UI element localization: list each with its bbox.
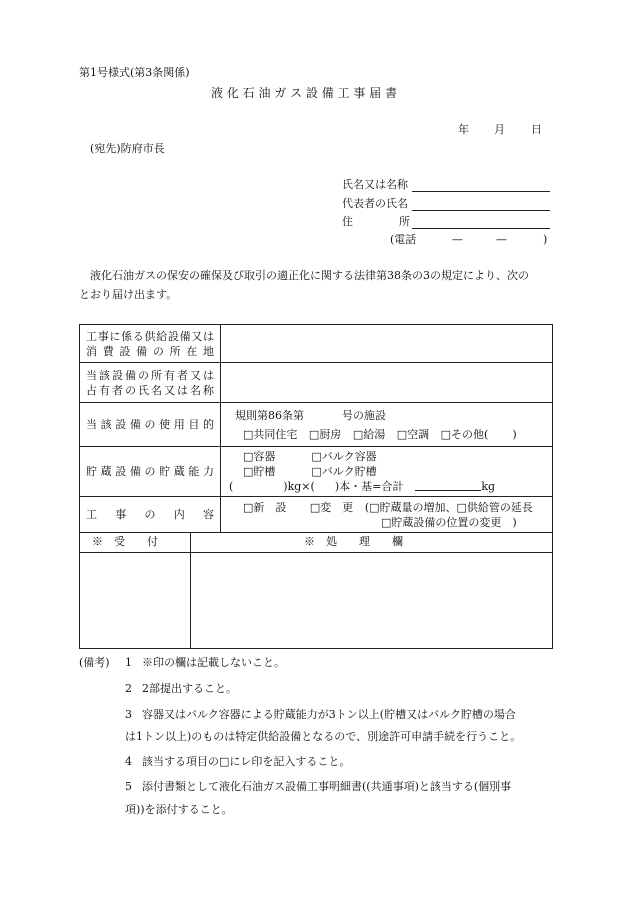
name-field[interactable]: [412, 191, 550, 192]
location-label-line-2: 消 費 設 備 の 所 在 地: [86, 344, 214, 358]
purpose-option-air-conditioning[interactable]: □空調: [396, 427, 430, 441]
note-5-line-1: 添付書類として液化石油ガス設備工事明細書((共通事項)と該当する(個別事: [142, 780, 512, 793]
processing-label: ※ 処 理 欄: [304, 535, 403, 548]
storage-label: 貯 蔵 設 備 の 貯 蔵 能 力: [86, 465, 214, 478]
work-change-detail-2: □貯蔵設備の位置の変更 ): [381, 515, 517, 529]
note-2: 2部提出すること。: [142, 682, 237, 695]
note-5-number: 5: [125, 780, 132, 793]
reception-label: ※ 受 付: [92, 535, 158, 548]
purpose-facility-text: 号の施設: [342, 408, 386, 422]
statement-line-1: 液化石油ガスの保安の確保及び取引の適正化に関する法律第38条の3の規定により、次の: [90, 269, 529, 282]
address-field[interactable]: [412, 228, 550, 229]
storage-total-field[interactable]: [415, 480, 481, 491]
table-row-work-content: [80, 497, 553, 533]
storage-value-cell: [221, 447, 553, 497]
reception-box[interactable]: [81, 554, 189, 647]
location-value-cell[interactable]: [221, 325, 553, 363]
phone-open: (電話: [390, 233, 417, 246]
purpose-option-other-close: ): [512, 427, 517, 441]
note-3-line-1: 容器又はバルク容器による貯蔵能力が3トン以上(貯槽又はバルク貯槽の場合: [142, 708, 516, 721]
owner-label-line-2: 占有者の氏名又は名称: [86, 383, 214, 397]
purpose-rule-text: 規則第86条第: [235, 408, 304, 422]
location-label-line-1: 工事に係る供給設備又は: [86, 329, 214, 343]
note-3-number: 3: [125, 708, 132, 721]
document-title: 液 化 石 油 ガ ス 設 備 工 事 届 書: [211, 86, 397, 100]
owner-label-cell: [80, 363, 221, 403]
purpose-option-apartment[interactable]: □共同住宅: [243, 427, 298, 441]
processing-box[interactable]: [192, 554, 552, 647]
purpose-option-other[interactable]: □その他(: [440, 427, 489, 441]
date-month-label: 月: [494, 123, 505, 136]
name-label: 氏名又は名称: [342, 178, 408, 191]
note-4: 該当する項目の□にレ印を記入すること。: [142, 755, 351, 768]
work-option-change[interactable]: □変 更: [309, 500, 354, 514]
note-1-number: 1: [125, 656, 132, 669]
owner-value-cell[interactable]: [221, 363, 553, 403]
note-4-number: 4: [125, 755, 132, 768]
storage-calc-kg-times: )kg×(: [283, 480, 315, 493]
representative-label: 代表者の氏名: [342, 197, 408, 210]
storage-option-container[interactable]: □容器: [243, 450, 276, 463]
storage-label-cell: [80, 447, 221, 497]
work-label-cell: [80, 497, 221, 533]
office-use-area: [79, 533, 553, 649]
note-5-line-2: 項))を添付すること。: [125, 803, 233, 816]
location-label-cell: [80, 325, 221, 363]
phone-dash-2: —: [496, 233, 507, 246]
form-number: 第1号様式(第3条関係): [79, 66, 190, 79]
address-label-2: 所: [399, 215, 410, 228]
purpose-option-hot-water[interactable]: □給湯: [352, 427, 386, 441]
addressee: (宛先)防府市長: [90, 142, 165, 155]
phone-dash-1: —: [452, 233, 463, 246]
office-use-divider: [190, 533, 191, 648]
purpose-option-kitchen[interactable]: □厨房: [308, 427, 342, 441]
purpose-value-cell: [221, 403, 553, 447]
storage-total-unit: kg: [481, 480, 496, 493]
work-change-detail-1: (□貯蔵量の増加、□供給管の延長: [364, 500, 533, 514]
storage-option-bulk-container[interactable]: □バルク容器: [311, 450, 377, 463]
storage-calc-total: )本・基=合計: [334, 480, 404, 493]
date-year-label: 年: [458, 123, 469, 136]
phone-close: ): [543, 233, 548, 246]
table-row-owner: [80, 363, 553, 403]
note-2-number: 2: [125, 682, 132, 695]
note-3-line-2: は1トン以上)のものは特定供給設備となるので、別途許可申請手続を行うこと。: [125, 730, 522, 743]
representative-field[interactable]: [412, 210, 550, 211]
date-day-label: 日: [531, 123, 542, 136]
storage-option-tank[interactable]: □貯槽: [243, 465, 276, 478]
table-row-location: [80, 325, 553, 363]
storage-option-bulk-tank[interactable]: □バルク貯槽: [311, 465, 377, 478]
statement-line-2: とおり届け出ます。: [79, 288, 178, 301]
office-use-header-rule: [80, 552, 552, 553]
form-table: [79, 324, 553, 533]
address-label-1: 住: [342, 215, 353, 228]
table-row-purpose: [80, 403, 553, 447]
purpose-label-cell: [80, 403, 221, 447]
owner-label-line-1: 当該設備の所有者又は: [86, 368, 214, 382]
table-row-storage-capacity: [80, 447, 553, 497]
work-option-new[interactable]: □新 設: [243, 500, 287, 514]
work-value-cell: [221, 497, 553, 533]
note-1: ※印の欄は記載しないこと。: [142, 656, 285, 669]
storage-calc-open: (: [229, 480, 234, 493]
notes-prefix: (備考): [79, 656, 110, 669]
work-label: 工 事 の 内 容: [86, 508, 214, 521]
purpose-label: 当 該 設 備 の 使 用 目 的: [86, 418, 214, 431]
